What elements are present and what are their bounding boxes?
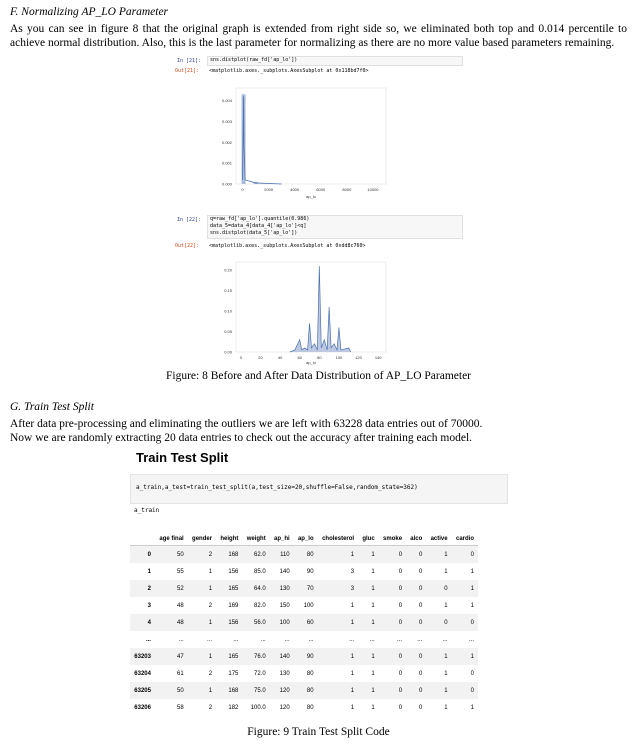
table-cell: 156 — [228, 568, 239, 575]
table-cell: 165 — [216, 580, 242, 597]
table-cell: ... — [207, 636, 213, 643]
table-cell: 182 — [228, 704, 239, 711]
tts-code-line-2: a_train — [134, 507, 160, 514]
table-row — [130, 648, 478, 665]
table-cell: 0 — [406, 580, 426, 597]
table-cell: 3 — [350, 568, 355, 575]
row-index: 63203 — [130, 648, 155, 665]
x-tick-label: 80 — [317, 355, 322, 360]
table-cell: 1 — [318, 614, 359, 631]
column-header: smoke — [379, 533, 406, 546]
table-cell: 0 — [418, 602, 423, 609]
table-cell: 0 — [398, 602, 403, 609]
table-cell: 0 — [452, 614, 478, 631]
table-cell: 0 — [398, 704, 403, 711]
table-cell: 150 — [279, 602, 290, 609]
table-cell: 1 — [350, 704, 355, 711]
y-tick-label: 0.003 — [221, 118, 232, 124]
table-cell: 0 — [406, 614, 426, 631]
table-cell: 1 — [208, 568, 213, 575]
table-cell: 156 — [216, 614, 242, 631]
table-cell: 1 — [188, 648, 216, 665]
table-cell: 1 — [188, 682, 216, 699]
x-tick-label: 8000 — [342, 187, 352, 192]
table-cell: 0 — [379, 580, 406, 597]
table-cell: 72.0 — [254, 670, 266, 677]
table-cell: ... — [397, 636, 403, 643]
chart1-xlabel: ap_lo — [306, 194, 316, 199]
y-tick-label: 0.10 — [224, 308, 232, 314]
table-cell: 1 — [470, 568, 474, 575]
table-cell: 50 — [155, 682, 188, 699]
table-cell: 1 — [470, 602, 474, 609]
cell21-output: <matplotlib.axes._subplots.AxesSubplot at 0x118bd7f0> — [209, 68, 369, 74]
table-row — [130, 546, 478, 564]
table-cell: 2 — [208, 602, 213, 609]
table-cell: 85.0 — [254, 568, 266, 575]
train-test-split-title: Train Test Split — [136, 450, 229, 465]
column-header — [130, 533, 155, 546]
table-cell: 1 — [371, 568, 375, 575]
cell21-out-prompt: Out[21]: — [175, 68, 200, 74]
table-row — [130, 665, 478, 682]
table-cell: 1 — [426, 682, 451, 699]
table-cell: 1 — [350, 670, 355, 677]
table-cell: 2 — [188, 546, 216, 564]
table-cell: 0 — [406, 648, 426, 665]
cell21-code: sns.distplot(raw_fd['ap_lo']) — [207, 56, 463, 66]
y-tick-label: 0.20 — [224, 267, 232, 273]
row-index: ... — [145, 636, 151, 643]
table-cell: 1 — [358, 682, 379, 699]
x-tick-label: 140 — [374, 355, 382, 360]
dataframe-table-wrapper — [130, 533, 478, 716]
table-cell: 1 — [188, 614, 216, 631]
table-cell: 0 — [426, 580, 451, 597]
table-cell: 80 — [306, 670, 314, 677]
table-cell: 58 — [177, 704, 184, 711]
chart2-xlabel: ap_lo — [306, 360, 316, 365]
table-cell: 0 — [452, 682, 478, 699]
cell22-output: <matplotlib.axes._subplots.AxesSubplot at 0xdd8c760> — [209, 243, 366, 249]
table-cell: 1 — [444, 602, 448, 609]
cell21-in-prompt: In [21]: — [177, 58, 202, 64]
table-cell: 120 — [270, 682, 294, 699]
table-cell: 1 — [426, 546, 451, 564]
table-cell: 1 — [358, 614, 379, 631]
y-tick-label: 0.004 — [221, 98, 232, 104]
dataframe-table — [130, 533, 478, 716]
table-cell: 76.0 — [242, 648, 269, 665]
table-cell: 120 — [279, 704, 290, 711]
table-cell: 1 — [371, 704, 375, 711]
table-cell: 0 — [379, 546, 406, 564]
tts-code-line: a_train,a_test=train_test_split(a,test_size=20,shuffle=False,random_state=362) — [136, 484, 418, 491]
x-tick-label: 40 — [277, 355, 283, 360]
table-row — [130, 699, 478, 716]
table-cell: 48 — [155, 614, 188, 631]
table-cell: 82.0 — [254, 602, 266, 609]
table-cell: 1 — [444, 704, 448, 711]
table-cell: ... — [178, 636, 184, 643]
table-cell: 100 — [303, 602, 314, 609]
section-g-line2: Now we are randomly extracting 20 data entries to check out the accuracy after training each model. — [10, 432, 473, 444]
section-f-heading: F. Normalizing AP_LO Parameter — [10, 6, 169, 18]
table-cell: 0 — [379, 648, 406, 665]
row-index: 63204 — [134, 670, 151, 677]
table-cell: ... — [468, 636, 474, 643]
table-cell: 1 — [452, 580, 478, 597]
x-tick-label: 20 — [258, 355, 263, 360]
table-cell: 130 — [279, 670, 290, 677]
table-cell: 0 — [398, 568, 403, 575]
row-index: 3 — [147, 602, 151, 609]
table-header-row — [130, 533, 478, 546]
column-header: cardio — [452, 533, 478, 546]
table-cell: 1 — [371, 670, 375, 677]
table-cell: 50 — [155, 546, 188, 564]
table-cell: 60 — [294, 614, 318, 631]
table-cell: 80 — [306, 704, 314, 711]
y-tick-label: 0.00 — [224, 349, 232, 355]
table-row — [130, 580, 478, 597]
table-cell: 168 — [216, 546, 242, 564]
table-cell: 0 — [470, 670, 474, 677]
column-header: ap_hi — [270, 533, 294, 546]
table-cell: 0 — [418, 670, 423, 677]
table-cell: 1 — [358, 546, 379, 564]
cell22-out-prompt: Out[22]: — [175, 243, 200, 249]
table-cell: 140 — [279, 568, 290, 575]
cell22-code-box — [207, 215, 463, 239]
table-cell: 0 — [426, 614, 451, 631]
cell22-code-line-2: data_5=data_4[data_4['ap_lo']<q] — [210, 223, 307, 229]
table-cell: 1 — [371, 602, 375, 609]
x-tick-label: 6000 — [316, 187, 326, 192]
x-tick-label: 100 — [335, 355, 343, 360]
column-header: cholesterol — [318, 533, 359, 546]
y-tick-label: 0.15 — [224, 288, 232, 294]
column-header: gender — [188, 533, 216, 546]
table-cell: 3 — [318, 580, 359, 597]
table-cell: 100 — [270, 614, 294, 631]
y-tick-label: 0.000 — [221, 181, 232, 187]
section-f-line2: achieve normal distribution. Also, this is the last parameter for normalizing as there are no more value based parameters remaining. — [10, 37, 615, 49]
table-cell: 1 — [318, 546, 359, 564]
x-tick-label: 0 — [239, 355, 243, 360]
row-index: 4 — [130, 614, 155, 631]
table-cell: 0 — [379, 614, 406, 631]
table-cell: 61 — [177, 670, 184, 677]
table-cell: 47 — [155, 648, 188, 665]
table-cell: 1 — [318, 648, 359, 665]
table-cell: ... — [260, 636, 266, 643]
table-cell: 75.0 — [242, 682, 269, 699]
table-cell: 0 — [406, 682, 426, 699]
table-cell: 1 — [470, 704, 474, 711]
table-cell: 0 — [398, 670, 403, 677]
table-cell: ... — [417, 636, 423, 643]
table-row — [130, 563, 478, 580]
column-header: alco — [406, 533, 426, 546]
table-cell: 1 — [358, 580, 379, 597]
table-cell: 0 — [406, 546, 426, 564]
figure-8-caption: Figure: 8 Before and After Data Distribution of AP_LO Parameter — [166, 370, 471, 382]
row-index: 1 — [147, 568, 151, 575]
column-header: gluc — [358, 533, 379, 546]
table-cell: 100.0 — [250, 704, 266, 711]
tts-code-cell — [130, 474, 508, 504]
table-cell: ... — [308, 636, 314, 643]
table-cell: 0 — [379, 682, 406, 699]
table-cell: 175 — [228, 670, 239, 677]
table-cell: 169 — [228, 602, 239, 609]
table-cell: 48 — [177, 602, 184, 609]
table-cell: 1 — [188, 580, 216, 597]
table-cell: 52 — [155, 580, 188, 597]
column-header: height — [216, 533, 242, 546]
x-tick-label: 4000 — [290, 187, 300, 192]
section-g-line1: After data pre-processing and eliminating the outliers we are left with 63228 data entries out of 70000. — [10, 418, 483, 430]
table-cell: 1 — [426, 648, 451, 665]
chart-ap-lo-after — [200, 258, 390, 366]
row-index: 0 — [130, 546, 155, 564]
cell22-code-line-3: sns.distplot(data_5['ap_lo']) — [210, 230, 298, 236]
table-cell: 1 — [452, 648, 478, 665]
cell22-in-prompt: In [22]: — [177, 217, 202, 223]
table-cell: 70 — [294, 580, 318, 597]
table-cell: ... — [442, 636, 448, 643]
table-cell: 110 — [270, 546, 294, 564]
table-cell: 0 — [452, 546, 478, 564]
column-header: weight — [242, 533, 269, 546]
figure-9-caption: Figure: 9 Train Test Split Code — [247, 726, 390, 738]
table-cell: 1 — [444, 568, 448, 575]
x-tick-label: 10000 — [367, 187, 379, 192]
table-cell: 165 — [216, 648, 242, 665]
table-cell: ... — [284, 636, 290, 643]
row-index: 63206 — [134, 704, 151, 711]
table-cell: 80 — [294, 682, 318, 699]
table-row — [130, 682, 478, 699]
table-cell: ... — [349, 636, 355, 643]
row-index: 2 — [130, 580, 155, 597]
table-cell: 55 — [177, 568, 184, 575]
cell22-code-line-1: q=raw_fd['ap_lo'].quantile(0.986) — [210, 216, 310, 222]
section-f-line1: As you can see in figure 8 that the original graph is extended from right side so, we eliminated both top and 0.014 percentile to — [10, 23, 627, 35]
table-cell: 0 — [418, 568, 423, 575]
table-row — [130, 614, 478, 631]
x-tick-label: 0 — [241, 187, 244, 192]
table-cell: 130 — [270, 580, 294, 597]
table-cell: 1 — [358, 648, 379, 665]
y-tick-label: 0.001 — [221, 160, 232, 166]
table-cell: 2 — [208, 670, 213, 677]
column-header: active — [426, 533, 451, 546]
table-cell: 64.0 — [242, 580, 269, 597]
table-cell: 168 — [216, 682, 242, 699]
table-cell: 56.0 — [242, 614, 269, 631]
table-cell: 1 — [444, 670, 448, 677]
table-cell: 90 — [306, 568, 314, 575]
column-header: ap_lo — [294, 533, 318, 546]
chart-ap-lo-before — [200, 82, 390, 200]
section-g-heading: G. Train Test Split — [10, 401, 94, 413]
table-cell: 2 — [208, 704, 213, 711]
table-row — [130, 631, 478, 648]
x-tick-label: 60 — [297, 355, 302, 360]
table-cell: ... — [369, 636, 375, 643]
x-tick-label: 2000 — [264, 187, 274, 192]
y-tick-label: 0.05 — [224, 329, 232, 335]
table-cell: 62.0 — [242, 546, 269, 564]
table-cell: 80 — [294, 546, 318, 564]
table-row — [130, 597, 478, 614]
table-cell: 90 — [294, 648, 318, 665]
row-index: 63205 — [130, 682, 155, 699]
column-header: age final — [155, 533, 188, 546]
y-tick-label: 0.002 — [221, 139, 232, 145]
table-cell: 140 — [270, 648, 294, 665]
x-tick-label: 120 — [355, 355, 362, 360]
table-cell: 1 — [350, 602, 355, 609]
table-cell: 1 — [318, 682, 359, 699]
table-cell: ... — [233, 636, 239, 643]
table-cell: 0 — [418, 704, 423, 711]
